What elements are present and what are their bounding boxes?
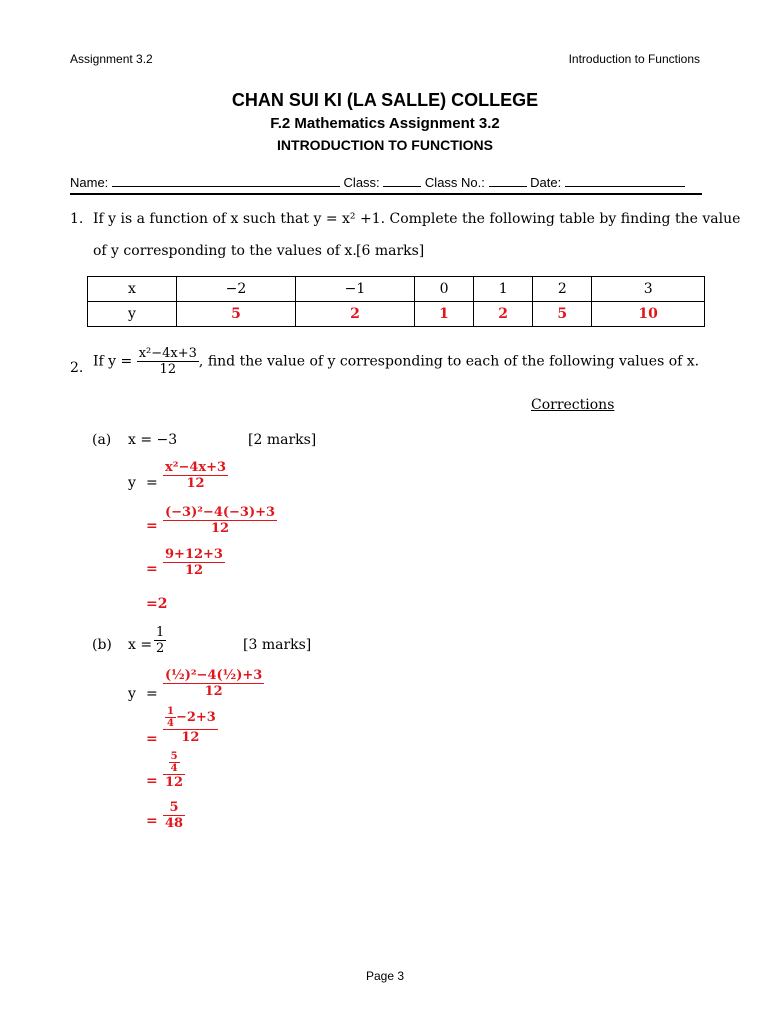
part-a-step1-numerator: x²−4x+3: [165, 460, 227, 475]
page-number: Page 3: [365, 969, 405, 983]
part-b-step4: [163, 800, 185, 831]
part-b-step4-numerator: 5: [169, 800, 179, 815]
y-header: y: [88, 302, 177, 327]
class-field[interactable]: [383, 174, 421, 187]
part-a-step2: [163, 505, 277, 536]
date-label: Date:: [530, 175, 562, 190]
x-cell: 1: [474, 277, 533, 302]
part-a-marks: [2 marks]: [248, 432, 317, 448]
name-label: Name:: [70, 175, 109, 190]
q2-statement: [93, 346, 699, 377]
part-b-given-lead: x =: [128, 637, 153, 653]
part-a-result: =2: [146, 596, 168, 612]
q1-text-line1: If y is a function of x such that y = x² +1. Complete the following table by finding the value: [93, 211, 741, 227]
part-b-step1-denominator: 12: [163, 683, 264, 699]
header-left: Assignment 3.2: [70, 52, 153, 66]
y-cell[interactable]: 5: [177, 302, 296, 327]
part-b-step4-denominator: 48: [165, 816, 184, 831]
part-a-step2-numerator: (−3)²−4(−3)+3: [165, 505, 276, 520]
part-a-y-label: y: [128, 475, 136, 491]
q2-tail: , find the value of y corresponding to each of the following values of x.: [198, 353, 700, 370]
part-a-equals: =: [146, 475, 158, 491]
corrections-heading: Corrections: [531, 397, 615, 413]
y-cell[interactable]: 2: [296, 302, 415, 327]
name-field[interactable]: [112, 174, 340, 187]
part-b-y-label: y: [128, 686, 136, 702]
classno-field[interactable]: [489, 174, 527, 187]
part-a-step3-denominator: 12: [163, 562, 225, 578]
part-b-step2-inner-denominator: 4: [167, 718, 174, 729]
q1-number: 1.: [70, 211, 84, 227]
part-a-step3-numerator: 9+12+3: [165, 547, 223, 562]
classno-label: Class No.:: [424, 175, 485, 190]
part-b-step1-numerator: (½)²−4(½)+3: [165, 668, 263, 683]
x-cell: 0: [415, 277, 474, 302]
q2-lead: If y =: [93, 353, 133, 370]
student-info-row: [70, 174, 702, 195]
q2-number: 2.: [70, 360, 84, 376]
course-title: F.2 Mathematics Assignment 3.2: [270, 115, 500, 132]
q2-function-fraction: [137, 346, 199, 377]
part-b-step3-denominator: 12: [165, 775, 184, 790]
part-b-step2-rest: −2+3: [175, 710, 216, 725]
part-a-step3: [163, 547, 225, 578]
part-a-label: (a): [92, 432, 112, 448]
part-a-step1: [163, 460, 228, 491]
part-b-label: (b): [92, 637, 112, 653]
q1-values-table: [87, 276, 705, 327]
part-a-step3-equals: =: [146, 561, 158, 577]
part-b-step3-inner-numerator: 5: [170, 751, 178, 762]
part-b-marks: [3 marks]: [243, 637, 312, 653]
x-cell: −2: [177, 277, 296, 302]
part-a-given: x = −3: [128, 432, 178, 448]
part-b-equals: =: [146, 686, 158, 702]
date-field[interactable]: [565, 174, 685, 187]
x-cell: 3: [592, 277, 705, 302]
y-cell[interactable]: 2: [474, 302, 533, 327]
part-b-given-denominator: 2: [156, 641, 165, 656]
x-cell: −1: [296, 277, 415, 302]
topic-title: INTRODUCTION TO FUNCTIONS: [277, 137, 493, 153]
header-right: Introduction to Functions: [568, 52, 700, 66]
y-cell[interactable]: 5: [533, 302, 592, 327]
q1-marks: [6 marks]: [356, 243, 425, 259]
table-row-y: [88, 302, 705, 327]
x-cell: 2: [533, 277, 592, 302]
part-b-step3-inner-denominator: 4: [170, 763, 178, 774]
school-title: CHAN SUI KI (LA SALLE) COLLEGE: [231, 90, 539, 110]
part-b-step3: [163, 751, 185, 790]
x-header: x: [88, 277, 177, 302]
part-b-step3-equals: =: [146, 773, 158, 789]
part-a-step2-equals: =: [146, 518, 158, 534]
q1-text-line2: of y corresponding to the values of x.: [93, 243, 357, 259]
part-a-step1-denominator: 12: [163, 475, 228, 491]
part-b-given-fraction: [154, 625, 166, 656]
q2-fraction-numerator: x²−4x+3: [138, 346, 197, 361]
part-b-given-numerator: 1: [156, 625, 165, 640]
y-cell[interactable]: 1: [415, 302, 474, 327]
part-a-step2-denominator: 12: [163, 520, 277, 536]
class-label: Class:: [343, 175, 380, 190]
part-b-step1: [163, 668, 264, 699]
part-b-step2-inner-numerator: 1: [167, 706, 174, 717]
q2-fraction-denominator: 12: [137, 361, 199, 377]
part-b-step2: [163, 706, 218, 745]
part-b-step2-denominator: 12: [163, 729, 218, 745]
table-row-x: [88, 277, 705, 302]
part-b-step2-equals: =: [146, 731, 158, 747]
part-b-step4-equals: =: [146, 813, 158, 829]
y-cell[interactable]: 10: [592, 302, 705, 327]
